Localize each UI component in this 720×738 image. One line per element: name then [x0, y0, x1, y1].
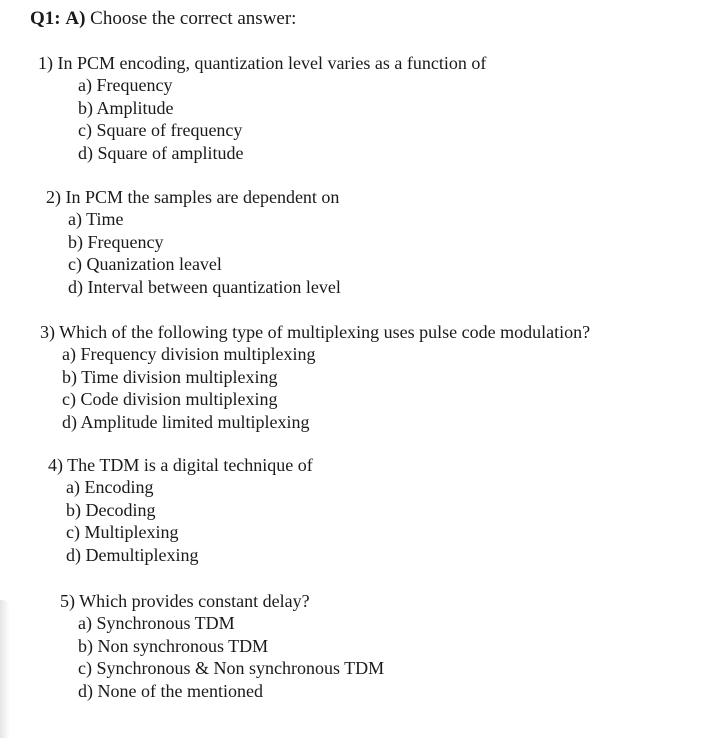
page-edge-shadow — [0, 600, 10, 738]
question-2-option-a: a) Time — [68, 209, 124, 230]
question-3-stem: 3) Which of the following type of multiplexing uses pulse code modulation? — [40, 322, 591, 342]
question-4-stem: 4) The TDM is a digital technique of — [48, 455, 313, 475]
question-1-option-c: c) Square of frequency — [78, 120, 243, 141]
question-4-option-b: b) Decoding — [66, 499, 156, 520]
question-2-option-c: c) Quanization leavel — [68, 254, 222, 275]
question-header — [30, 8, 296, 30]
question-5-stem: 5) Which provides constant delay? — [60, 591, 310, 611]
question-3-option-c: c) Code division multiplexing — [62, 389, 278, 410]
question-4-option-c: c) Multiplexing — [66, 522, 179, 543]
question-1-option-a: a) Frequency — [78, 75, 173, 96]
instruction-text: Choose the correct answer: — [90, 8, 297, 29]
question-5-option-b: b) Non synchronous TDM — [78, 635, 269, 656]
question-1-option-d: d) Square of amplitude — [78, 142, 244, 163]
question-3-option-a: a) Frequency division multiplexing — [62, 344, 316, 365]
question-1 — [38, 52, 486, 164]
question-5-option-a: a) Synchronous TDM — [78, 613, 235, 634]
question-4 — [48, 454, 313, 566]
question-5-option-d: d) None of the mentioned — [78, 680, 263, 701]
question-2-option-b: b) Frequency — [68, 231, 164, 252]
question-4-option-a: a) Encoding — [66, 477, 154, 498]
question-5-option-c: c) Synchronous & Non synchronous TDM — [78, 658, 385, 679]
question-5 — [60, 590, 384, 702]
question-1-option-b: b) Amplitude — [78, 97, 174, 118]
question-3 — [40, 321, 590, 433]
question-2-stem: 2) In PCM the samples are dependent on — [46, 187, 340, 207]
question-1-stem: 1) In PCM encoding, quantization level varies as a function of — [38, 53, 487, 73]
question-4-option-d: d) Demultiplexing — [66, 544, 199, 565]
question-3-option-d: d) Amplitude limited multiplexing — [62, 411, 310, 432]
question-2-option-d: d) Interval between quantization level — [68, 276, 341, 297]
question-3-option-b: b) Time division multiplexing — [62, 366, 278, 387]
question-number: Q1: — [30, 8, 61, 29]
question-2 — [46, 186, 341, 298]
part-label: A) — [65, 8, 86, 29]
